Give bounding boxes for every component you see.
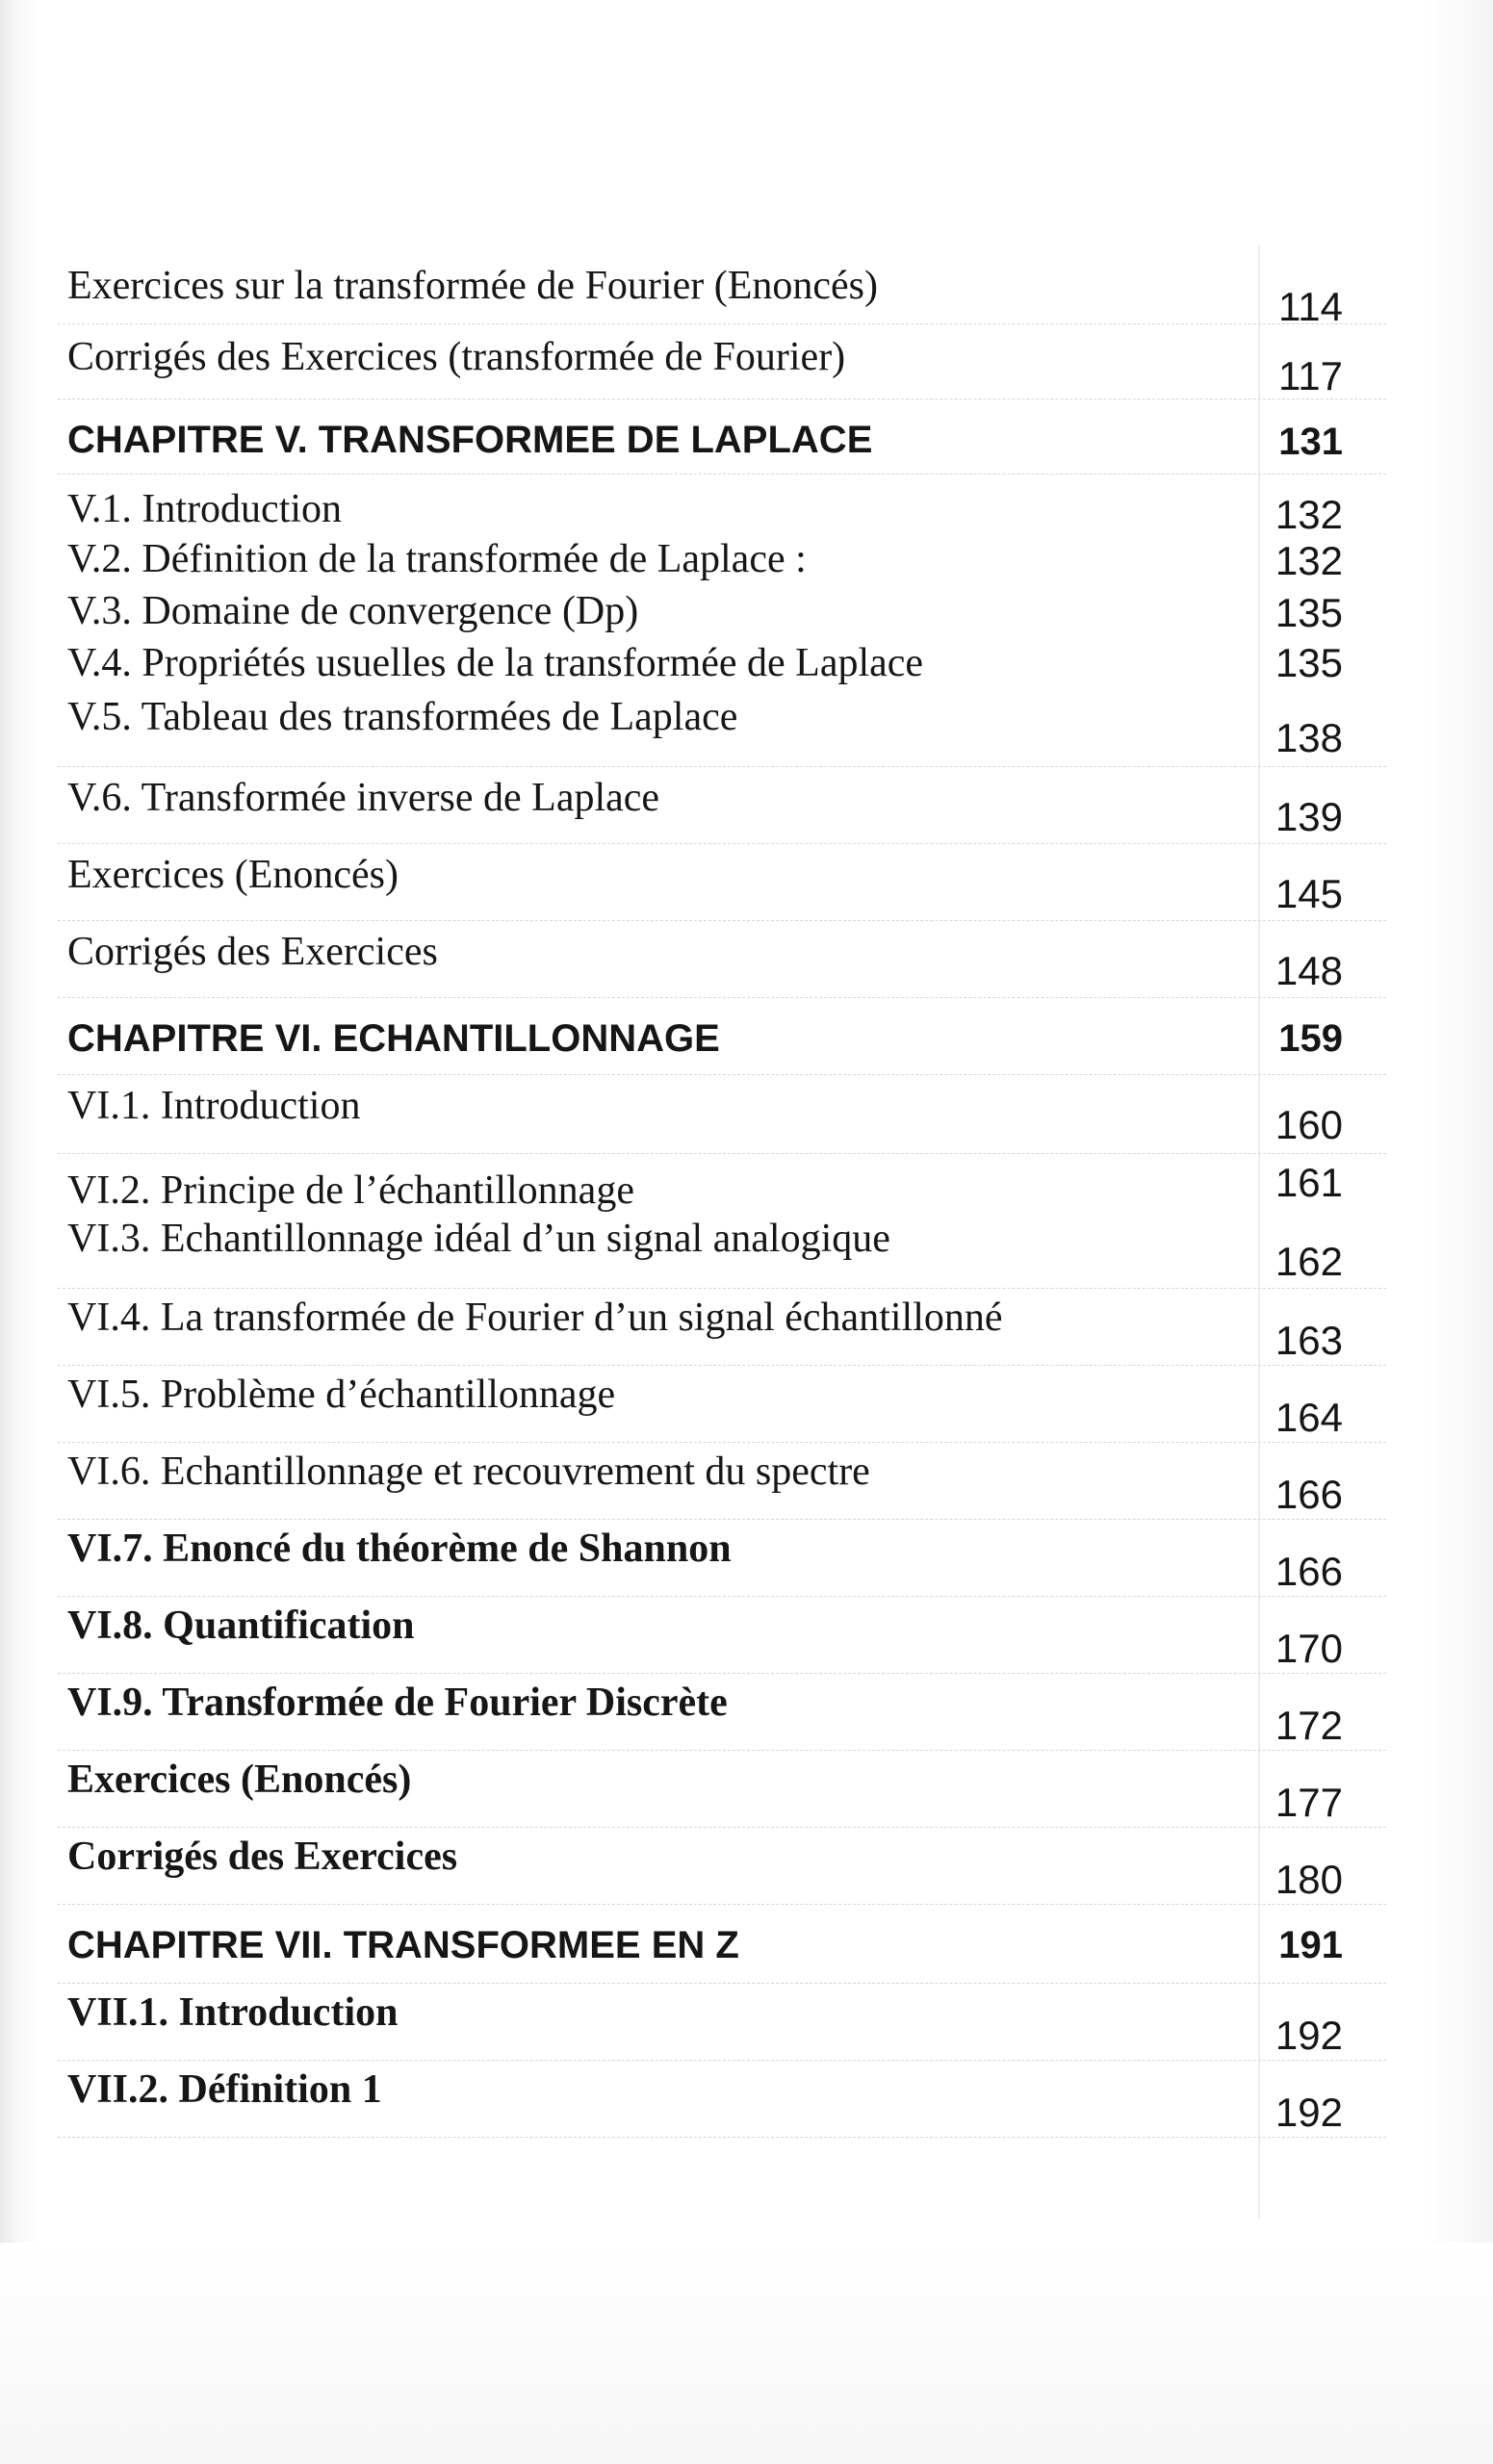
toc-entry[interactable] xyxy=(58,1751,1386,1828)
toc-entry-page: 132 xyxy=(1274,538,1343,583)
toc-entry[interactable] xyxy=(58,245,1386,329)
toc-entry[interactable] xyxy=(58,844,1386,921)
toc-entry-title: VI.8. Quantification xyxy=(67,1604,415,1648)
toc-entry[interactable] xyxy=(58,1366,1386,1443)
toc-entry-title: Exercices (Enoncés) xyxy=(67,1758,412,1802)
toc-entry-page: 192 xyxy=(1274,2013,1343,2058)
toc-entry-title: V.2. Définition de la transformée de Laplace : xyxy=(67,537,807,581)
toc-chapter-page: 131 xyxy=(1278,421,1343,463)
toc-entry[interactable] xyxy=(58,1075,1386,1154)
toc-entry-page: 164 xyxy=(1274,1395,1343,1440)
toc-chapter-title: CHAPITRE VI. ECHANTILLONNAGE xyxy=(67,1017,720,1060)
toc-entry[interactable] xyxy=(58,1520,1386,1597)
toc-entry-page: 166 xyxy=(1274,1472,1343,1517)
toc-entry-title: Corrigés des Exercices xyxy=(67,930,438,974)
toc-chapter-title: CHAPITRE V. TRANSFORMEE DE LAPLACE xyxy=(67,419,873,461)
toc-entry-title: VI.3. Echantillonnage idéal d’un signal analogique xyxy=(67,1217,890,1261)
toc-entry[interactable] xyxy=(58,1443,1386,1520)
toc-entry-page: 170 xyxy=(1274,1626,1343,1671)
toc-entry[interactable] xyxy=(58,632,1386,686)
toc-entry-title: Corrigés des Exercices (transformée de Fourier) xyxy=(67,335,846,379)
toc-entry-page: 145 xyxy=(1274,871,1343,916)
toc-entry-title: V.6. Transformée inverse de Laplace xyxy=(67,776,660,820)
toc-entry[interactable] xyxy=(58,1984,1386,2061)
toc-entry[interactable] xyxy=(58,686,1386,767)
toc-entry[interactable] xyxy=(58,475,1386,537)
toc-entry[interactable] xyxy=(58,767,1386,844)
toc-entry-page: 162 xyxy=(1274,1239,1343,1284)
toc-chapter[interactable] xyxy=(58,399,1386,475)
toc-entry-page: 135 xyxy=(1274,590,1343,635)
toc-entry-title: V.4. Propriétés usuelles de la transformée de Laplace xyxy=(67,641,924,685)
toc-entry-title: Exercices (Enoncés) xyxy=(67,853,399,897)
toc-entry-page: 172 xyxy=(1274,1703,1343,1748)
toc-entry-title: VI.7. Enoncé du théorème de Shannon xyxy=(67,1527,732,1571)
toc-chapter-title: CHAPITRE VII. TRANSFORMEE EN Z xyxy=(67,1924,739,1966)
toc-entry-page: 192 xyxy=(1274,2090,1343,2135)
toc-entry-page: 114 xyxy=(1278,284,1343,329)
toc-entry-page: 166 xyxy=(1274,1549,1343,1594)
toc-entry[interactable] xyxy=(58,921,1386,998)
toc-chapter-page: 159 xyxy=(1278,1017,1343,1060)
toc-entry-title: Exercices sur la transformée de Fourier (Enoncés) xyxy=(67,264,878,308)
toc-entry[interactable] xyxy=(58,528,1386,583)
toc-chapter[interactable] xyxy=(58,998,1386,1075)
toc-entry[interactable] xyxy=(58,1828,1386,1905)
toc-entry-title: VI.9. Transformée de Fourier Discrète xyxy=(67,1681,728,1725)
toc-entry-title: V.1. Introduction xyxy=(67,487,343,531)
toc-entry-title: VI.4. La transformée de Fourier d’un signal échantillonné xyxy=(67,1296,1003,1340)
toc-entry-title: VI.6. Echantillonnage et recouvrement du spectre xyxy=(67,1450,870,1494)
toc-chapter[interactable] xyxy=(58,1905,1386,1984)
toc-entry-page: 132 xyxy=(1274,492,1343,537)
table-of-contents xyxy=(58,245,1386,2138)
toc-entry-page: 163 xyxy=(1274,1318,1343,1363)
toc-entry-page: 180 xyxy=(1274,1857,1343,1902)
toc-entry-page: 160 xyxy=(1274,1102,1343,1147)
toc-entry-title: V.3. Domaine de convergence (Dp) xyxy=(67,589,639,633)
toc-entry-page: 161 xyxy=(1274,1160,1343,1205)
page-bottom-margin xyxy=(0,2243,1493,2464)
toc-entry[interactable] xyxy=(58,1154,1386,1213)
toc-entry[interactable] xyxy=(58,580,1386,635)
toc-entry[interactable] xyxy=(58,2061,1386,2138)
toc-entry-page: 177 xyxy=(1274,1780,1343,1825)
toc-entry-page: 139 xyxy=(1274,794,1343,839)
toc-entry-title: Corrigés des Exercices xyxy=(67,1835,458,1879)
toc-entry-title: V.5. Tableau des transformées de Laplace xyxy=(67,695,738,739)
toc-entry-page: 138 xyxy=(1274,715,1343,760)
toc-chapter-page: 191 xyxy=(1278,1924,1343,1966)
toc-entry-title: VI.1. Introduction xyxy=(67,1084,361,1128)
toc-entry-title: VII.2. Définition 1 xyxy=(67,2067,382,2112)
toc-entry[interactable] xyxy=(58,324,1386,399)
toc-entry-page: 117 xyxy=(1278,353,1343,398)
toc-entry-title: VII.1. Introduction xyxy=(67,1990,399,2035)
toc-entry-title: VI.5. Problème d’échantillonnage xyxy=(67,1373,616,1417)
toc-entry[interactable] xyxy=(58,1597,1386,1674)
toc-entry[interactable] xyxy=(58,1674,1386,1751)
toc-entry-page: 148 xyxy=(1274,948,1343,993)
toc-entry[interactable] xyxy=(58,1289,1386,1366)
toc-entry[interactable] xyxy=(58,1208,1386,1289)
toc-entry-page: 135 xyxy=(1274,640,1343,685)
toc-entry-title: VI.2. Principe de l’échantillonnage xyxy=(67,1168,634,1213)
